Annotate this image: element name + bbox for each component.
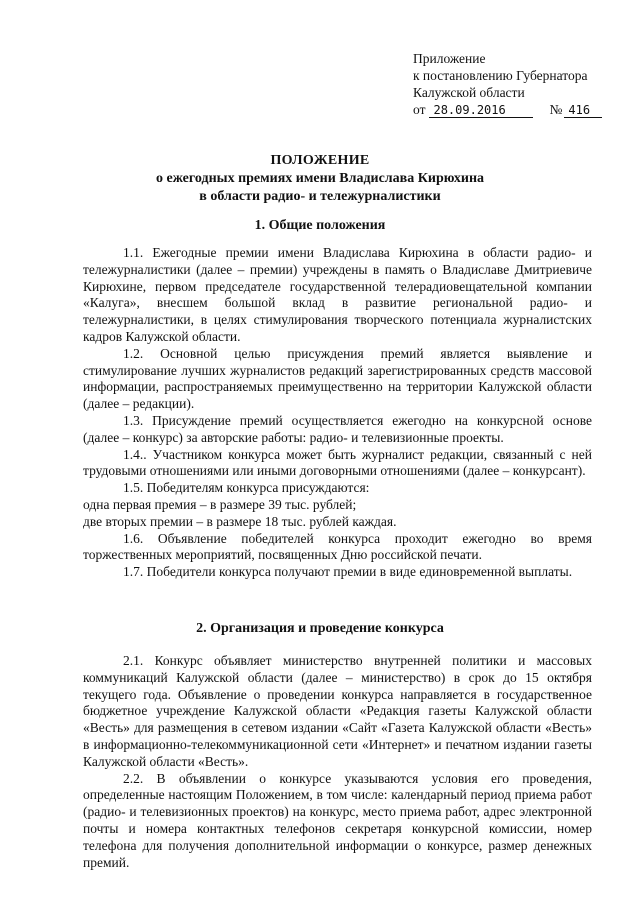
annex-line-3: Калужской области: [413, 85, 525, 100]
title-line-2: о ежегодных премиях имени Владислава Кирюхина: [155, 171, 485, 186]
document-title: [60, 152, 580, 206]
paragraph-1-5-second-prizes: две вторых премии – в размере 18 тыс. рублей каждая.: [83, 513, 397, 529]
section-2-heading: 2. Организация и проведение конкурса: [196, 621, 444, 636]
paragraph-2-1: 2.1. Конкурс объявляет министерство внутренней политики и массовых коммуникаций Калужской области (далее – министерство) в срок до 15 октября текущего года. Объявление о проведении конкурса направляется в государственное бюджетное учреждение Калужской области «Редакция газеты Калужской области «Весть» для размещения в сетевом издании «Сайт «Газета Калужской области «Весть» в информационно-телекоммуникационной сети «Интернет» и печатном издании газеты Калужской области «Весть».: [83, 653, 592, 769]
paragraph-1-7: 1.7. Победители конкурса получают премии в виде единовременной выплаты.: [123, 564, 573, 580]
annex-date-line: [413, 101, 602, 118]
annex-line-1: Приложение: [413, 51, 486, 66]
section-2-body: [83, 653, 592, 871]
paragraph-1-6: 1.6. Объявление победителей конкурса проходит ежегодно во время торжественных мероприятий, посвященных Дню российской печати.: [83, 530, 592, 563]
paragraph-1-1: 1.1. Ежегодные премии имени Владислава Кирюхина в области радио- и тележурналистики (далее – премии) учреждены в память о Владиславе Дмитриевиче Кирюхине, первом председателе государственной телерадиовещательной компании «Калуга», внесшем большой вклад в развитие региональной радио- и тележурналистики, в целях стимулирования творческого потенциала журналистских кадров Калужской области.: [83, 245, 592, 344]
paragraph-1-2: 1.2. Основной целью присуждения премий является выявление и стимулирование лучших журналистов редакций зарегистрированных средств массовой информации, распространяемых преимущественно на территории Калужской области (далее – редакции).: [83, 345, 592, 412]
from-label: от: [413, 102, 426, 117]
paragraph-1-5: 1.5. Победителям конкурса присуждаются:: [123, 480, 370, 496]
title-line-3: в области радио- и тележурналистики: [199, 189, 441, 204]
number-label: №: [549, 102, 563, 117]
annex-line-2: к постановлению Губернатора: [413, 68, 588, 83]
decree-number: 416: [564, 103, 602, 118]
section-1-body: [83, 245, 592, 581]
paragraph-1-3: 1.3. Присуждение премий осуществляется ежегодно на конкурсной основе (далее – конкурс) за авторские работы: радио- и телевизионные проекты.: [83, 412, 592, 445]
annex-header: [413, 50, 602, 118]
decree-date: 28.09.2016: [429, 103, 533, 118]
paragraph-1-5-first-prize: одна первая премия – в размере 39 тыс. рублей;: [83, 496, 357, 512]
paragraph-1-4: 1.4.. Участником конкурса может быть журналист редакции, связанный с ней трудовыми отношениями или иными договорными отношениями (далее – конкурсант).: [83, 446, 592, 479]
section-1-heading: 1. Общие положения: [254, 218, 386, 233]
paragraph-2-2: 2.2. В объявлении о конкурсе указываются условия его проведения, определенные настоящим Положением, в том числе: календарный период приема работ (радио- и телевизионных проектов) на конкурс, место приема работ, адрес электронной почты и номера контактных телефонов секретаря конкурсной комиссии, номер телефона для получения дополнительной информации о конкурсе, размер денежных премий.: [83, 770, 592, 870]
title-main: ПОЛОЖЕНИЕ: [270, 153, 370, 168]
